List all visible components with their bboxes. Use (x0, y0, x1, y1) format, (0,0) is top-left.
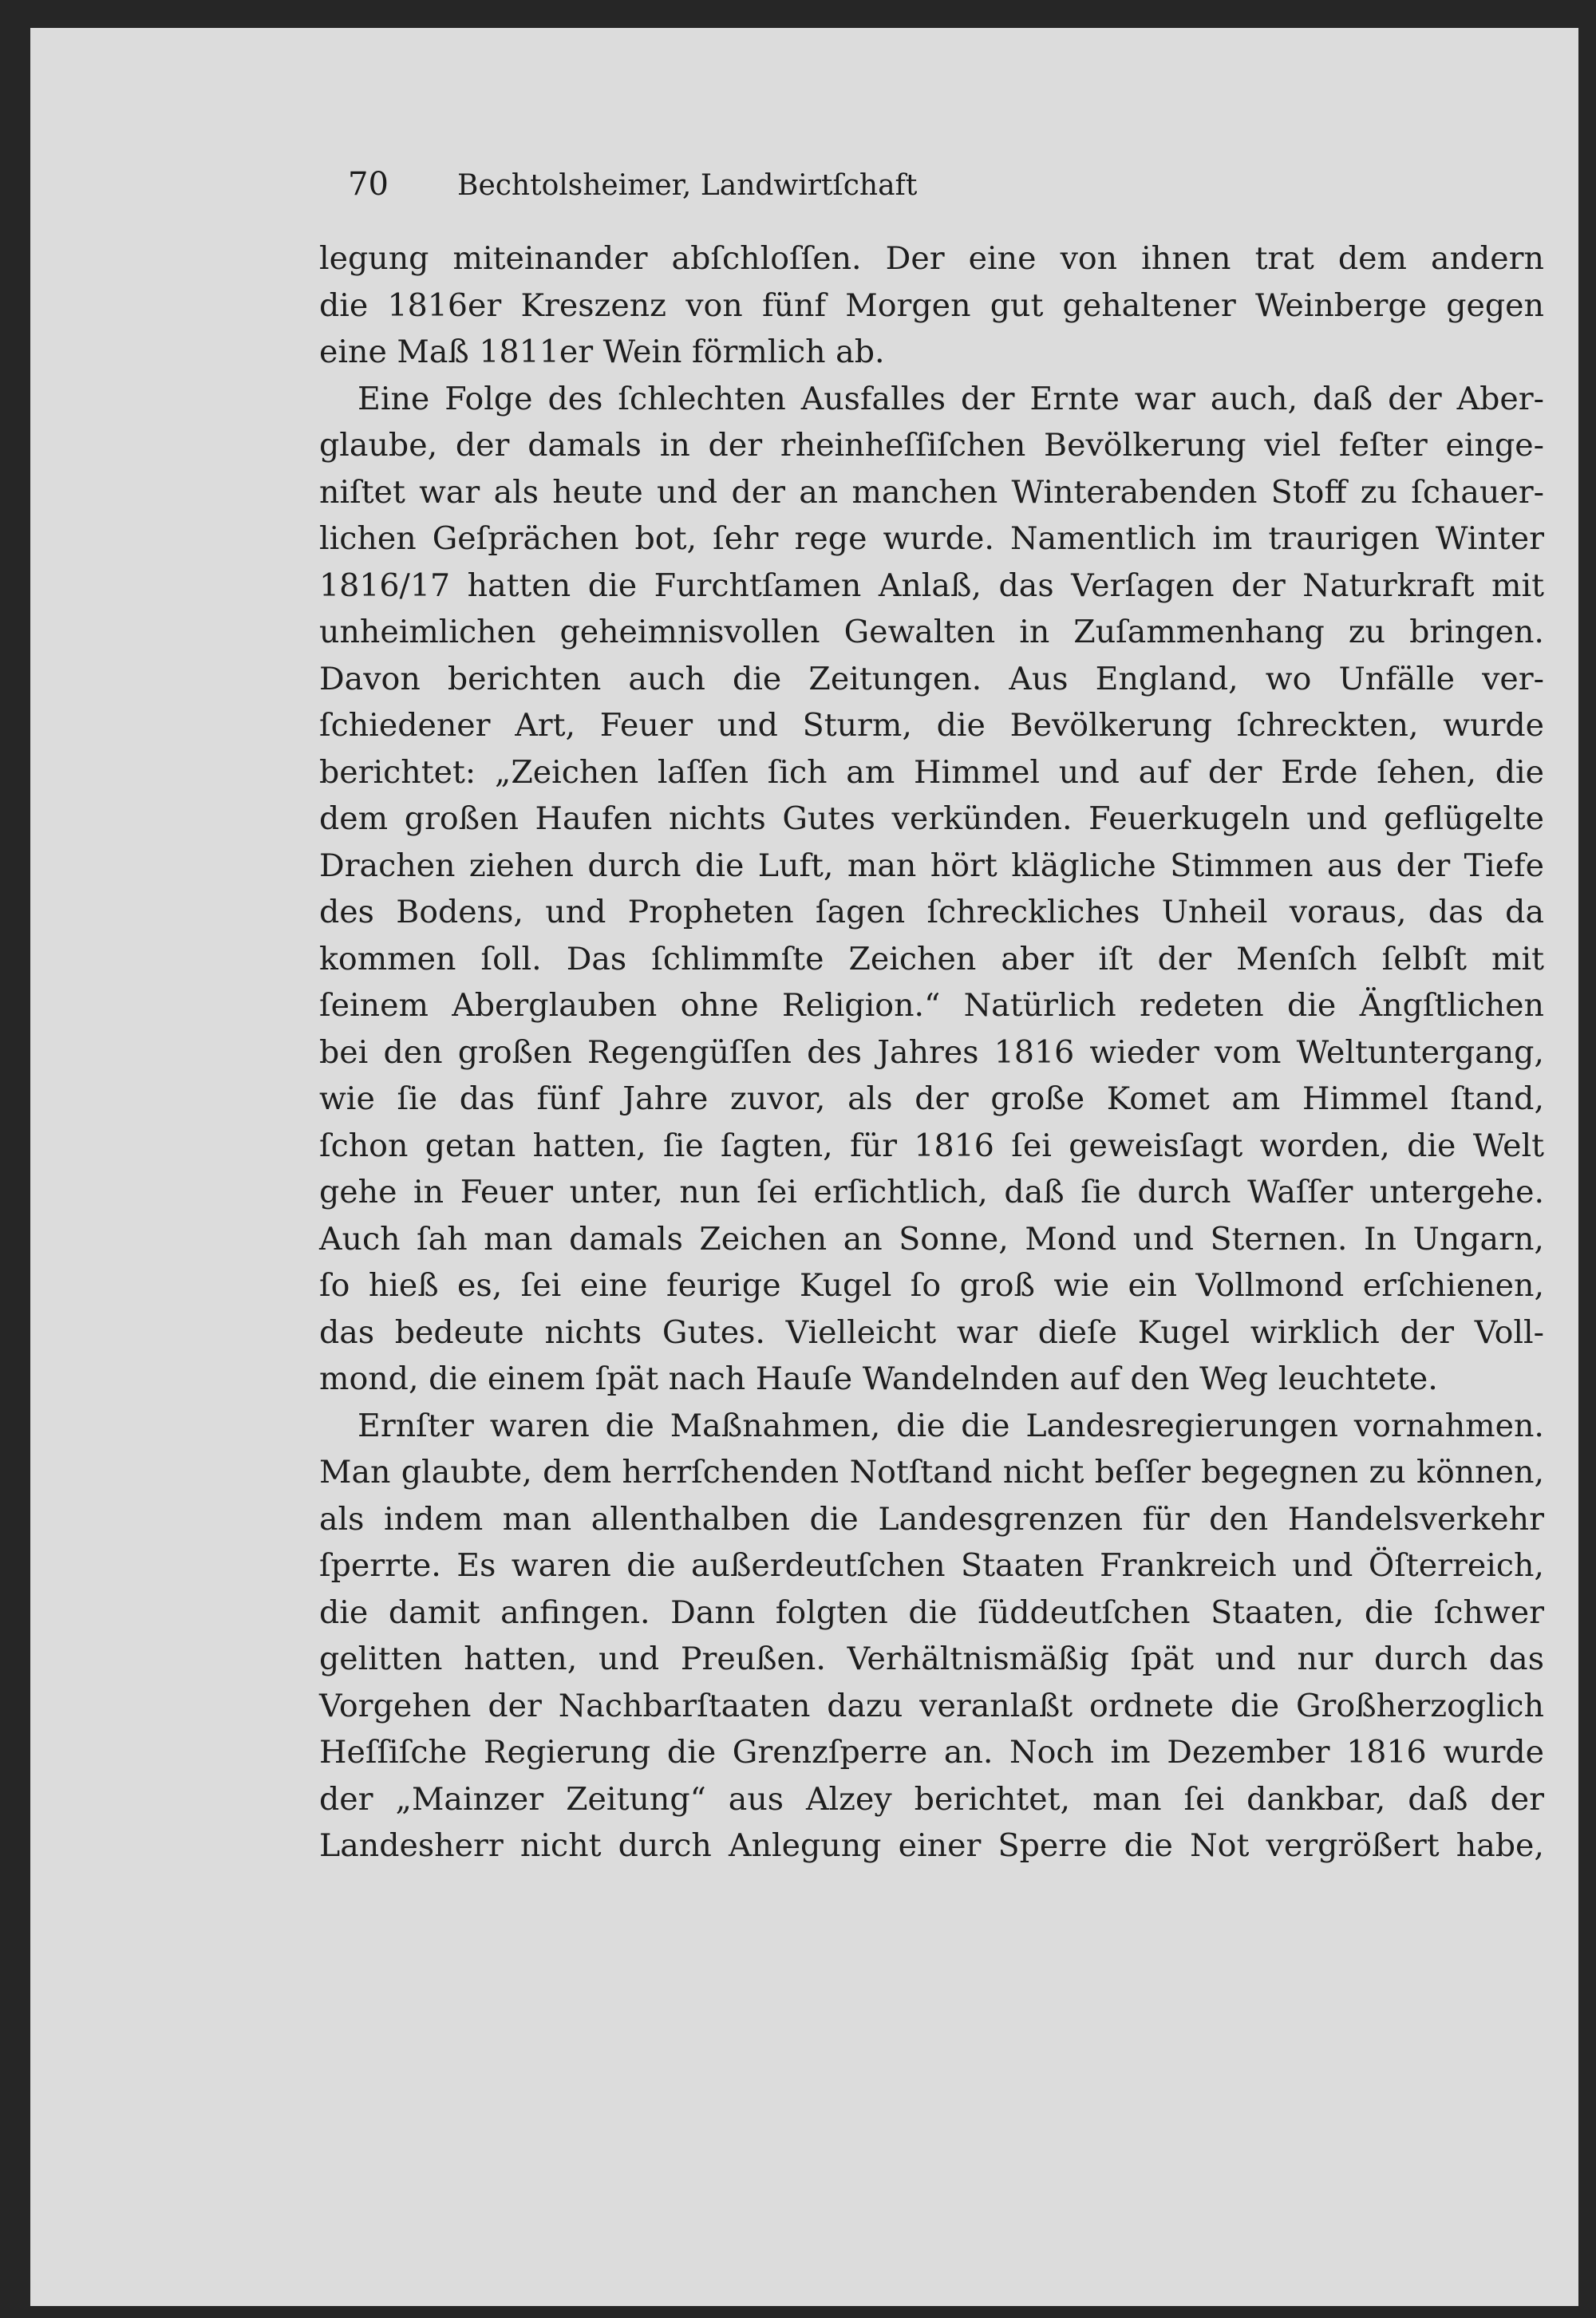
text-line: ſchiedener Art, Feuer und Sturm, die Bevölkerung ſchreckten, wurde (319, 707, 1544, 744)
text-line: Landesherr nicht durch Anlegung einer Sperre die Not vergrößert habe, (319, 1827, 1544, 1864)
text-line: bei den großen Regengüſſen des Jahres 1816 wieder vom Weltuntergang, (319, 1033, 1544, 1071)
text-line: die damit anfingen. Dann folgten die ſüddeutſchen Staaten, die ſchwer (319, 1593, 1544, 1631)
text-line: glaube, der damals in der rheinheſſiſchen Bevölkerung viel feſter einge- (319, 427, 1544, 464)
text-line: Eine Folge des ſchlechten Ausfalles der Ernte war auch, daß der Aber- (358, 380, 1544, 417)
text-line: wie ſie das fünf Jahre zuvor, als der große Komet am Himmel ſtand, (319, 1080, 1544, 1117)
text-line: der „Mainzer Zeitung“ aus Alzey berichtet, man ſei dankbar, daß der (319, 1780, 1544, 1818)
text-line: des Bodens, und Propheten ſagen ſchreckliches Unheil voraus, das da (319, 894, 1544, 930)
text-line: eine Maß 1811er Wein förmlich ab. (319, 334, 885, 370)
text-line: Heſſiſche Regierung die Grenzſperre an. Noch im Dezember 1816 wurde (319, 1734, 1544, 1771)
text-line: unheimlichen geheimnisvollen Gewalten in Zuſammenhang zu bringen. (319, 614, 1544, 650)
text-line: dem großen Haufen nichts Gutes verkünden. Feuerkugeln und geflügelte (319, 800, 1544, 837)
text-line: ſeinem Aberglauben ohne Religion.“ Natürlich redeten die Ängſtlichen (319, 987, 1544, 1024)
text-line: kommen ſoll. Das ſchlimmſte Zeichen aber iſt der Menſch ſelbſt mit (319, 940, 1544, 977)
text-line: als indem man allenthalben die Landesgrenzen für den Handelsverkehr (319, 1500, 1544, 1538)
text-line: die 1816er Kreszenz von fünf Morgen gut gehaltener Weinberge gegen (319, 286, 1544, 324)
text-line: ſperrte. Es waren die außerdeutſchen Staaten Frankreich und Öſterreich, (319, 1547, 1544, 1584)
text-line: legung miteinander abſchloſſen. Der eine von ihnen trat dem andern (319, 240, 1544, 277)
page-header (322, 152, 1582, 207)
text-line: Ernſter waren die Maßnahmen, die die Landesregierungen vornahmen. (358, 1407, 1544, 1444)
text-line: Vorgehen der Nachbarſtaaten dazu veranlaßt ordnete die Großherzoglich (319, 1687, 1544, 1724)
text-line: gelitten hatten, und Preußen. Verhältnismäßig ſpät und nur durch das (319, 1641, 1544, 1677)
text-line: Man glaubte, dem herrſchenden Notſtand nicht beſſer begegnen zu können, (319, 1454, 1544, 1491)
text-line: ſchon getan hatten, ſie ſagten, für 1816 ſei geweisſagt worden, die Welt (319, 1127, 1544, 1164)
text-line: Drachen ziehen durch die Luft, man hört klägliche Stimmen aus der Tiefe (319, 847, 1544, 884)
body-text (319, 235, 1544, 1870)
text-line: Davon berichten auch die Zeitungen. Aus England, wo Unfälle ver- (319, 660, 1544, 697)
text-line: das bedeute nichts Gutes. Vielleicht war dieſe Kugel wirklich der Voll- (319, 1313, 1544, 1351)
text-line: lichen Geſprächen bot, ſehr rege wurde. Namentlich im traurigen Winter (319, 520, 1544, 557)
text-line: Auch ſah man damals Zeichen an Sonne, Mond und Sternen. In Ungarn, (319, 1220, 1544, 1258)
running-title: Bechtolsheimer, Landwirtſchaft (457, 169, 918, 202)
text-line: gehe in Feuer unter, nun ſei erſichtlich, daß ſie durch Waſſer untergehe. (319, 1174, 1544, 1210)
text-line: ſo hieß es, ſei eine feurige Kugel ſo groß wie ein Vollmond erſchienen, (319, 1267, 1544, 1304)
text-line: berichtet: „Zeichen laſſen ſich am Himmel und auf der Erde ſehen, die (319, 753, 1544, 791)
page-number: 70 (348, 166, 389, 203)
text-line: 1816/17 hatten die Furchtſamen Anlaß, das Verſagen der Naturkraft mit (319, 567, 1544, 604)
text-line: mond, die einem ſpät nach Hauſe Wandelnden auf den Weg leuchtete. (319, 1360, 1438, 1397)
text-line: niſtet war als heute und der an manchen Winterabenden Stoff zu ſchauer- (319, 473, 1544, 511)
